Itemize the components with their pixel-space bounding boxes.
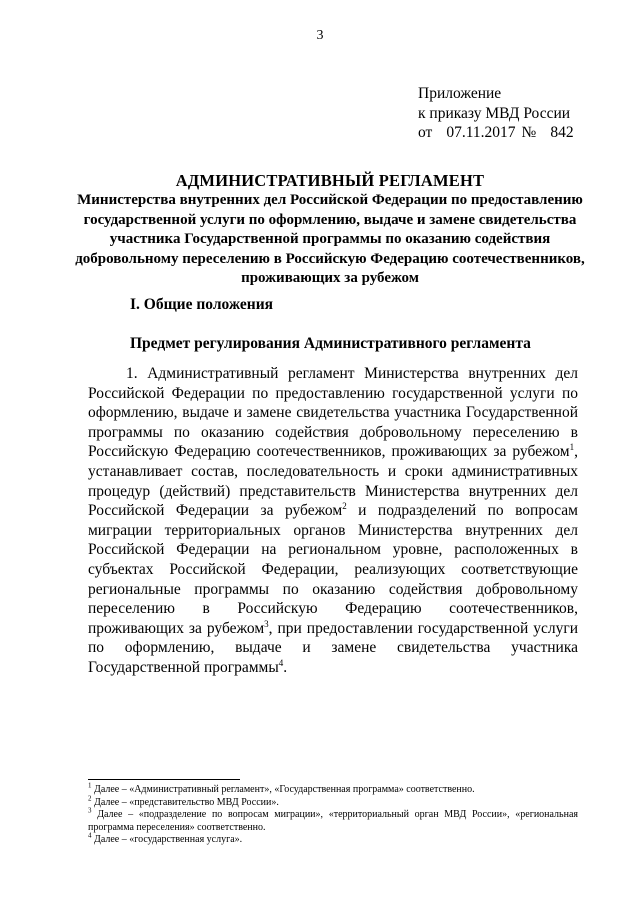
paragraph-text-part-2: , устанавливает состав, последовательность и сроки административных процедур (действий) представительств Министерства внутренних дел Российской Федерации за рубежом (88, 443, 578, 520)
document-title: АДМИНИСТРАТИВНЫЙ РЕГЛАМЕНТ (175, 171, 485, 190)
footnotes (88, 781, 578, 847)
date-prefix: от (418, 124, 433, 141)
appendix-label: Приложение (418, 85, 502, 102)
appendix-header (418, 84, 574, 143)
order-date: 07.11.2017 (446, 124, 516, 141)
paragraph-text-part-1: 1. Административный регламент Министерства внутренних дел Российской Федерации по предоставлению государственной услуги по оформлению, выдаче и замене свидетельства участника Государственной программы по оказанию содействия добровольному переселению в Российскую Федерацию соотечественников, проживающих за рубежом (88, 365, 578, 461)
footnote-item (88, 806, 578, 834)
footnote-text: Далее – «представительство МВД России». (91, 796, 279, 808)
footnote-ref-2: 2 (342, 501, 347, 511)
footnote-number: 3 (88, 806, 92, 815)
footnote-separator (88, 779, 240, 780)
paragraph-text-part-5: . (283, 658, 288, 676)
footnote-item (88, 781, 578, 797)
document-title-block (60, 171, 600, 289)
footnote-text: Далее – «подразделение по вопросам миграции», «территориальный орган МВД России», «региональная программа переселения» соответственно. (88, 809, 578, 833)
sub-heading: Предмет регулирования Административного регламента (130, 335, 531, 352)
footnote-text: Далее – «Административный регламент», «Государственная программа» соответственно. (91, 784, 475, 795)
paragraph-text-part-4: , при предоставлении государственной услуги по оформлению, выдаче и замене свидетельства участника Государственной программы (88, 619, 579, 676)
footnote-number: 1 (88, 781, 92, 790)
order-number: 842 (550, 124, 574, 141)
footnote-number: 2 (88, 794, 92, 803)
number-sign: № (521, 124, 537, 141)
paragraph-text-part-3: и подразделений по вопросам миграции территориальных органов Министерства внутренних дел Российской Федерации на региональном уровне, расположенных в субъектах Российской Федерации, реализующих соответствующие региональные программы по оказанию содействия добровольному переселению в Российскую Федерацию соотечественников, проживающих за рубежом (88, 502, 578, 637)
footnote-ref-1: 1 (569, 442, 575, 453)
footnote-ref-3: 3 (264, 618, 269, 629)
page-number: 3 (316, 28, 324, 43)
paragraph-1 (88, 364, 578, 678)
appendix-order-ref: к приказу МВД России (418, 104, 571, 122)
footnote-text: Далее – «государственная услуга». (91, 834, 243, 846)
footnote-item (88, 834, 578, 847)
footnote-item (88, 794, 578, 810)
footnote-number: 4 (88, 832, 92, 841)
section-heading: I. Общие положения (130, 296, 274, 313)
appendix-date-line (418, 123, 574, 143)
document-subtitle: Министерства внутренних дел Российской Федерации по предоставлению государственной услуги по оформлению, выдаче и замене свидетельства участника Государственной программы по оказанию содействия добровольному переселению в Российскую Федерацию соотечественников, проживающих за рубежом (75, 192, 585, 287)
footnote-ref-4: 4 (278, 657, 284, 668)
